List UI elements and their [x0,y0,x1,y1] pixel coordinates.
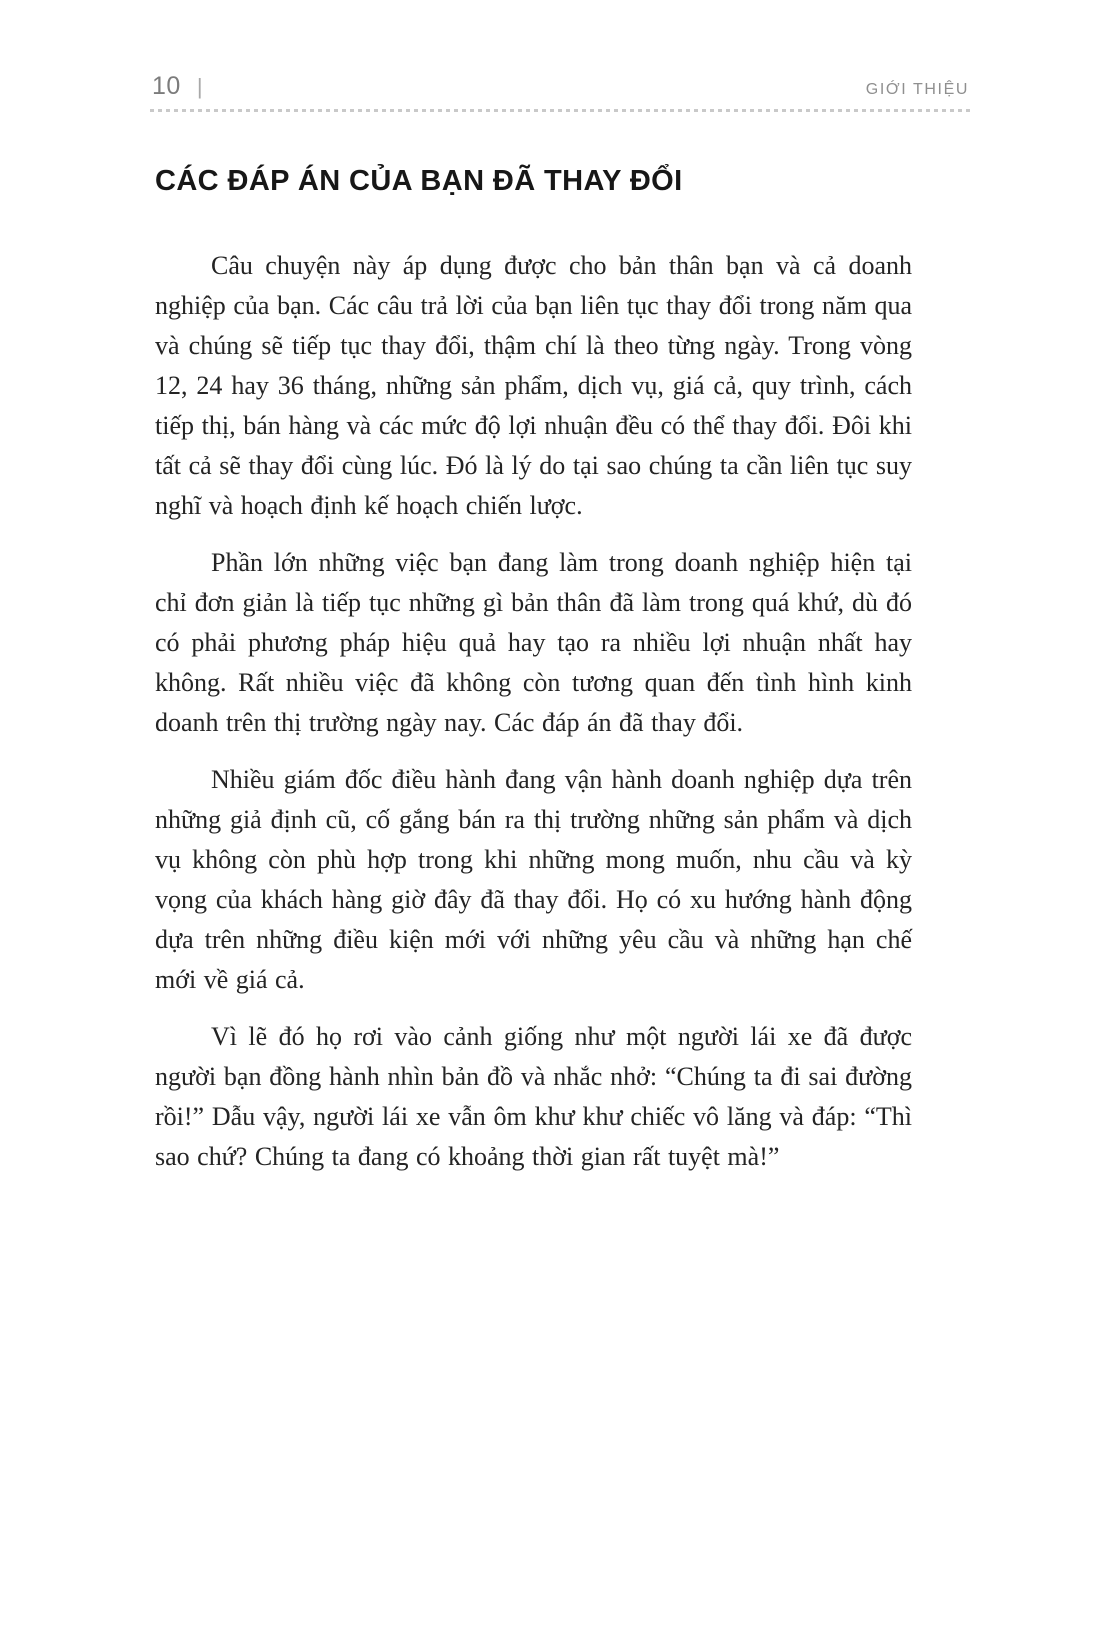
page-number-group [152,72,203,101]
page-content [155,165,912,1177]
page-number: 10 [152,72,181,100]
running-header [152,72,969,101]
header-section-label: GIỚI THIỆU [865,81,969,98]
paragraph: Nhiều giám đốc điều hành đang vận hành doanh nghiệp dựa trên những giả định cũ, cố gắng bán ra thị trường những sản phẩm và dịch vụ không còn phù hợp trong khi những mong muốn, nhu cầu và kỳ vọng của khách hàng giờ đây đã thay đổi. Họ có xu hướng hành động dựa trên những điều kiện mới với những yêu cầu và những hạn chế mới về giá cả. [155,765,912,994]
paragraph: Vì lẽ đó họ rơi vào cảnh giống như một người lái xe đã được người bạn đồng hành nhìn bản đồ và nhắc nhở: “Chúng ta đi sai đường rồi!” Dẫu vậy, người lái xe vẫn ôm khư khư chiếc vô lăng và đáp: “Thì sao chứ? Chúng ta đang có khoảng thời gian rất tuyệt mà!” [155,1022,912,1171]
dotted-divider [150,108,971,113]
header-separator: | [196,74,203,99]
chapter-heading: CÁC ĐÁP ÁN CỦA BẠN ĐÃ THAY ĐỔI [155,165,683,197]
body-text [155,246,912,1177]
paragraph: Phần lớn những việc bạn đang làm trong doanh nghiệp hiện tại chỉ đơn giản là tiếp tục những gì bản thân đã làm trong quá khứ, dù đó có phải phương pháp hiệu quả hay tạo ra nhiều lợi nhuận nhất hay không. Rất nhiều việc đã không còn tương quan đến tình hình kinh doanh trên thị trường ngày nay. Các đáp án đã thay đổi. [155,548,912,737]
paragraph: Câu chuyện này áp dụng được cho bản thân bạn và cả doanh nghiệp của bạn. Các câu trả lời của bạn liên tục thay đổi trong năm qua và chúng sẽ tiếp tục thay đổi, thậm chí là theo từng ngày. Trong vòng 12, 24 hay 36 tháng, những sản phẩm, dịch vụ, giá cả, quy trình, cách tiếp thị, bán hàng và các mức độ lợi nhuận đều có thể thay đổi. Đôi khi tất cả sẽ thay đổi cùng lúc. Đó là lý do tại sao chúng ta cần liên tục suy nghĩ và hoạch định kế hoạch chiến lược. [155,251,912,520]
